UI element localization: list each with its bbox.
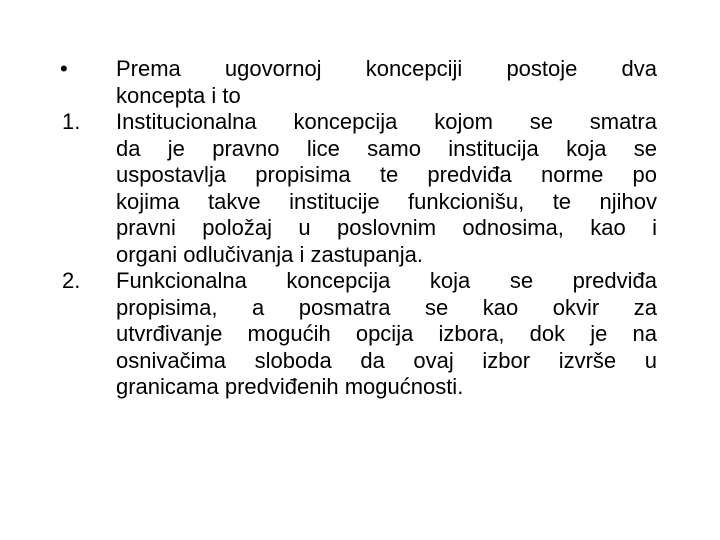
text-line: granicama predviđenih mogućnosti. — [116, 374, 464, 399]
text-line: Prema ugovornoj koncepciji postoje dva — [116, 56, 657, 81]
list-item-2 — [0, 268, 720, 401]
number-marker: 2. — [62, 268, 81, 293]
text-line: koncepta i to — [116, 82, 241, 108]
list-item-1 — [0, 109, 720, 268]
text-line: kojima takve institucije funkcionišu, te njihov — [116, 188, 657, 214]
text-line: osnivačima sloboda da ovaj izbor izvrše u — [116, 347, 657, 373]
text-line: organi odlučivanja i zastupanja. — [116, 241, 423, 267]
text-line: pravni položaj u poslovnim odnosima, kao i — [116, 215, 657, 240]
number-marker: 1. — [62, 109, 81, 134]
slide-content — [0, 56, 720, 401]
list-item-text — [116, 56, 657, 109]
text-line: utvrđivanje mogućih opcija izbora, dok je na — [116, 321, 657, 346]
list-item-text — [116, 109, 657, 268]
text-line: Funkcionalna koncepcija koja se predviđa — [116, 268, 657, 293]
list-item-bullet — [0, 56, 720, 109]
text-line: uspostavlja propisima te predviđa norme po — [116, 162, 657, 187]
text-line: propisima, a posmatra se kao okvir za — [116, 294, 657, 320]
list-item-text — [116, 268, 657, 401]
text-line: da je pravno lice samo institucija koja se — [116, 135, 657, 161]
text-line: Institucionalna koncepcija kojom se smatra — [116, 109, 657, 134]
bullet-marker: • — [60, 56, 68, 81]
